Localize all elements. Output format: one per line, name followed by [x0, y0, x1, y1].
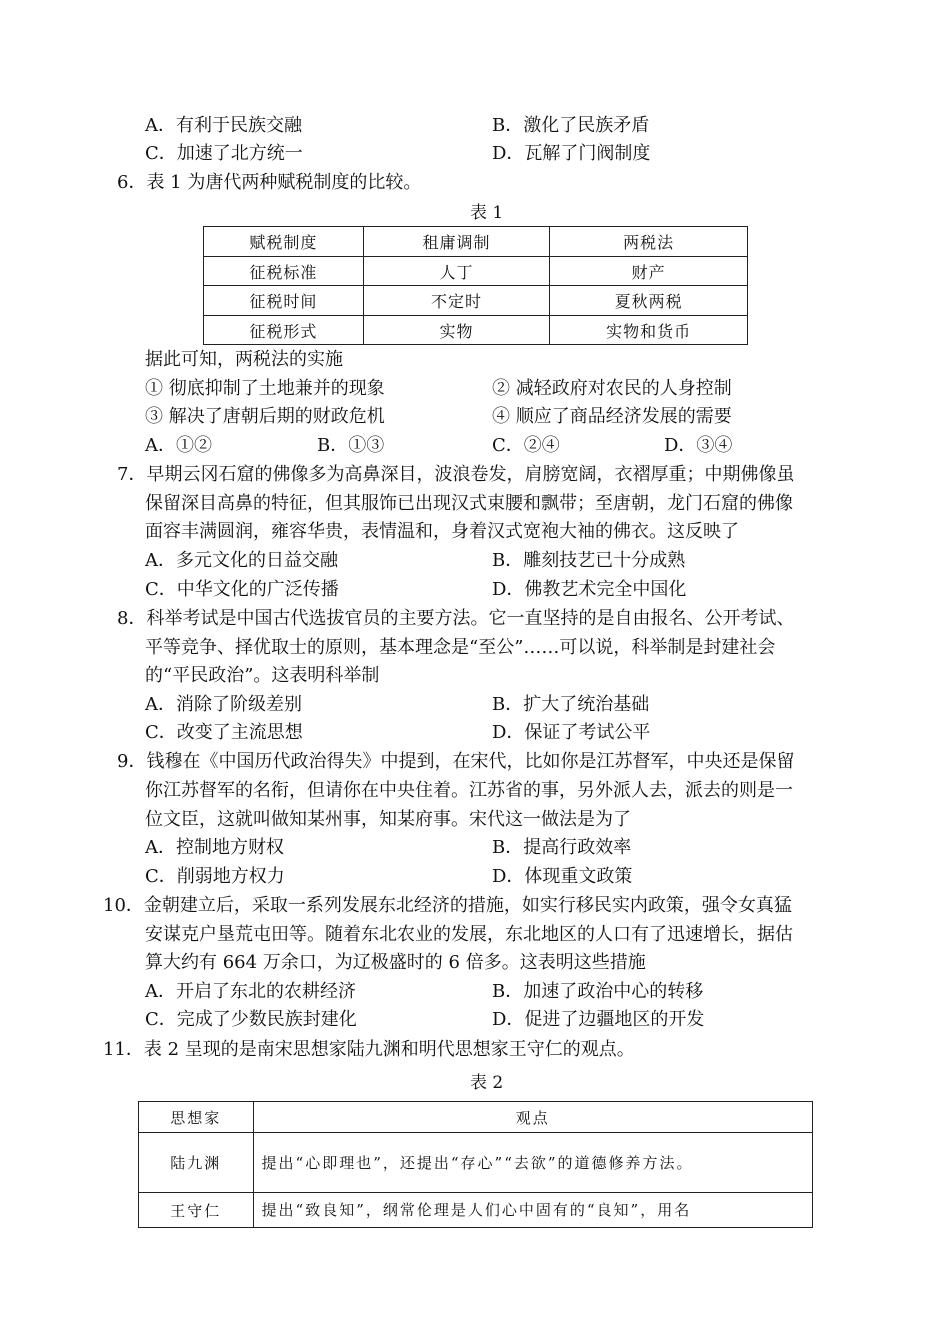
table1-header-cell: 租庸调制	[363, 227, 550, 257]
q9-option-a: A．控制地方财权	[145, 837, 284, 858]
q9-stem-line-2: 你江苏督军的名衔，但请你在中央住着。江苏省的事，另外派人去，派去的则是一	[145, 780, 793, 801]
table1-title: 表 1	[470, 203, 504, 223]
q8-option-b: B．扩大了统治基础	[492, 694, 650, 715]
table1-row	[204, 286, 748, 316]
table1-cell: 财产	[550, 257, 748, 286]
table1-header-row	[204, 227, 748, 257]
table1-cell: 征税标准	[204, 257, 364, 286]
table1	[203, 226, 748, 345]
table2-thinker-cell: 陆九渊	[139, 1133, 254, 1193]
q9-option-b: B．提高行政效率	[492, 837, 632, 858]
q7-option-b: B．雕刻技艺已十分成熟	[492, 550, 686, 571]
table1-header-cell: 两税法	[550, 227, 748, 257]
table2-header-cell: 思想家	[139, 1102, 254, 1133]
table1-row	[204, 257, 748, 286]
q10-option-a: A．开启了东北的农耕经济	[145, 981, 356, 1002]
q9-option-d: D．体现重文政策	[492, 866, 633, 887]
q6-option-d: D．③④	[664, 435, 733, 456]
q11-stem: 11．表 2 呈现的是南宋思想家陆九渊和明代思想家王守仁的观点。	[103, 1039, 635, 1060]
q7-stem-line-3: 面容丰满圆润，雍容华贵，表情温和，身着汉式宽袍大袖的佛衣。这反映了	[145, 521, 739, 542]
table2	[138, 1101, 813, 1228]
table1-cell: 实物	[363, 316, 550, 345]
q8-stem-line-1: 8．科举考试是中国古代选拔官员的主要方法。它一直坚持的是自由报名、公开考试、	[117, 608, 795, 629]
q6-option-c: C．②④	[492, 435, 560, 456]
table1-cell: 征税形式	[204, 316, 364, 345]
q6-option-a: A．①②	[145, 435, 212, 456]
q10-option-b: B．加速了政治中心的转移	[492, 981, 704, 1002]
table1-cell: 不定时	[363, 286, 550, 316]
table1-cell: 实物和货币	[550, 316, 748, 345]
q6-item-4: ④ 顺应了商品经济发展的需要	[492, 406, 732, 427]
table2-view-cell: 提出“致良知”，纲常伦理是人们心中固有的“良知”，用名	[253, 1193, 812, 1228]
q6-item-3: ③ 解决了唐朝后期的财政危机	[145, 406, 385, 427]
table2-row	[139, 1133, 813, 1193]
q10-stem-line-1: 10．金朝建立后，采取一系列发展东北经济的措施，如实行移民实内政策，强令女真猛	[103, 895, 792, 916]
q10-option-d: D．促进了边疆地区的开发	[492, 1009, 705, 1030]
q5-option-c: C．加速了北方统一	[145, 143, 303, 164]
q6-stem: 6．表 1 为唐代两种赋税制度的比较。	[117, 172, 422, 193]
q6-lead: 据此可知，两税法的实施	[145, 349, 343, 370]
q8-option-c: C．改变了主流思想	[145, 722, 303, 743]
table1-cell: 人丁	[363, 257, 550, 286]
table1-header-cell: 赋税制度	[204, 227, 364, 257]
q7-option-a: A．多元文化的日益交融	[145, 550, 338, 571]
q7-stem-line-2: 保留深目高鼻的特征，但其服饰已出现汉式束腰和飘带；至唐朝，龙门石窟的佛像	[145, 493, 793, 514]
q6-option-b: B．①③	[317, 435, 385, 456]
q8-option-d: D．保证了考试公平	[492, 722, 651, 743]
q10-option-c: C．完成了少数民族封建化	[145, 1009, 357, 1030]
q5-option-a: A．有利于民族交融	[145, 115, 302, 136]
table1-cell: 征税时间	[204, 286, 364, 316]
q5-option-d: D．瓦解了门阀制度	[492, 143, 651, 164]
q7-option-c: C．中华文化的广泛传播	[145, 579, 339, 600]
table2-view-cell: 提出“心即理也”，还提出“存心”“去欲”的道德修养方法。	[253, 1133, 812, 1193]
table2-header-cell: 观点	[253, 1102, 812, 1133]
q9-stem-line-3: 位文臣，这就叫做知某州事，知某府事。宋代这一做法是为了	[145, 809, 631, 830]
q10-stem-line-2: 安谋克户垦荒屯田等。随着东北农业的发展，东北地区的人口有了迅速增长，据估	[145, 924, 793, 945]
table2-header-row	[139, 1102, 813, 1133]
q7-stem-line-1: 7．早期云冈石窟的佛像多为高鼻深目，波浪卷发，肩膀宽阔，衣褶厚重；中期佛像虽	[117, 464, 795, 485]
q6-item-1: ① 彻底抑制了土地兼并的现象	[145, 378, 385, 399]
table2-title: 表 2	[470, 1073, 504, 1093]
q8-option-a: A．消除了阶级差别	[145, 694, 302, 715]
q8-stem-line-2: 平等竞争、择优取士的原则，基本理念是“至公”……可以说，科举制是封建社会	[145, 637, 776, 658]
q9-stem-line-1: 9．钱穆在《中国历代政治得失》中提到，在宋代，比如你是江苏督军，中央还是保留	[117, 751, 795, 772]
q5-option-b: B．激化了民族矛盾	[492, 115, 650, 136]
table1-row	[204, 316, 748, 345]
q7-option-d: D．佛教艺术完全中国化	[492, 579, 687, 600]
q10-stem-line-3: 算大约有 664 万余口，为辽极盛时的 6 倍多。这表明这些措施	[145, 952, 646, 973]
table2-row	[139, 1193, 813, 1228]
q8-stem-line-3: 的“平民政治”。这表明科举制	[145, 665, 380, 686]
q6-item-2: ② 减轻政府对农民的人身控制	[492, 378, 732, 399]
table2-thinker-cell: 王守仁	[139, 1193, 254, 1228]
table1-cell: 夏秋两税	[550, 286, 748, 316]
q9-option-c: C．削弱地方权力	[145, 866, 285, 887]
